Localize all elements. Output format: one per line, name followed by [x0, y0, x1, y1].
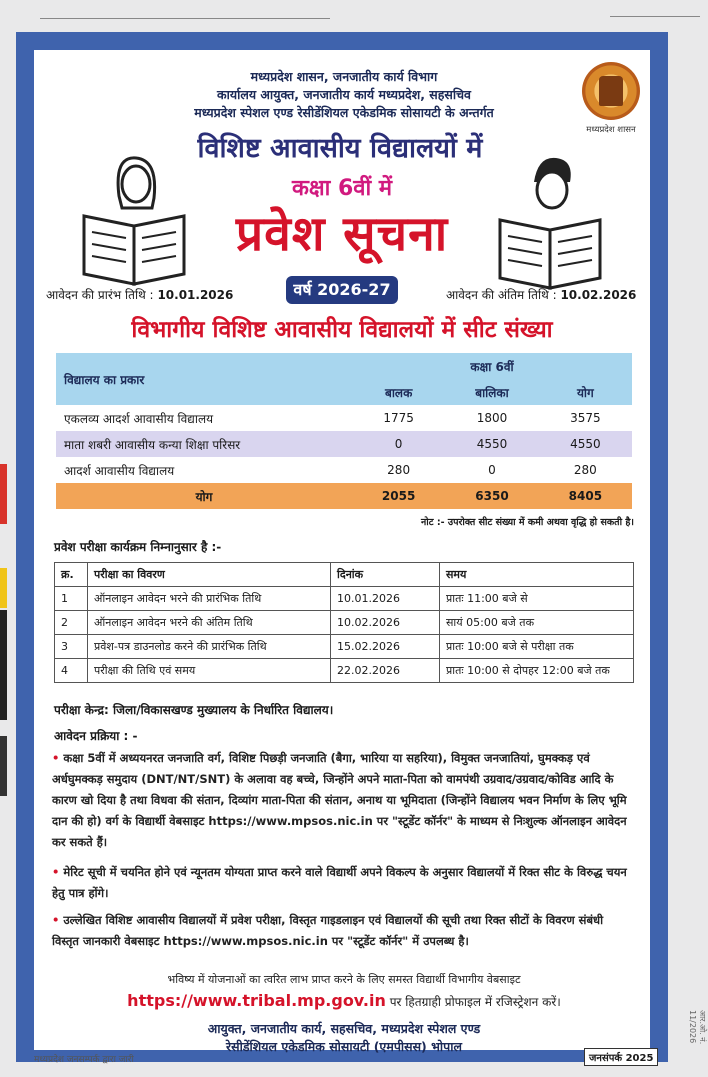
col-girls: बालिका — [445, 379, 538, 405]
bullet-text: कक्षा 5वीं में अध्ययनरत जनजाति वर्ग, विशिष्ट पिछड़ी जनजाति (बैगा, भारिया या सहरिया), विमुक्त जनजातियां, घुमक्कड़ एवं अर्धघुमक्कड़ समुदाय (DNT/NT/SNT) के अलावा वह बच्चे, जिन्होंने अपने माता-पिता को वामपंथी उग्रवाद/उग्रवाद/कोविड आदि के कारण खो दिया है तथा विधवा की संतान, दिव्यांग माता-पिता की संतान, अनाथ या भूमिदाता (जिन्होंने विद्यालय भवन निर्माण के लिए भूमि दान की हो) वर्ग के विद्यार्थी वेबसाइट https://www.mpsos.nic.in पर "स्टूडेंट कॉर्नर" के माध्यम से निःशुल्क ऑनलाइन आवेदन कर सकते हैं। — [52, 751, 627, 849]
seat-table-header-row — [56, 353, 632, 379]
process-heading: आवेदन प्रक्रिया : - — [54, 729, 138, 743]
total-label: योग — [56, 483, 352, 509]
process-bullet-3 — [52, 910, 632, 952]
issuer-line-1: आयुक्त, जनजातीय कार्य, सहसचिव, मध्यप्रदेश स्पेशल एण्ड — [207, 1021, 481, 1036]
row-time: प्रातः 11:00 बजे से — [440, 587, 634, 611]
issuer-line-2: रेसीडेंशियल एकेडमिक सोसायटी (एमपीसस) भोपाल — [226, 1039, 462, 1054]
table-row — [55, 611, 634, 635]
row-no: 4 — [55, 659, 88, 683]
year-badge: वर्ष 2026-27 — [286, 276, 398, 304]
top-rule — [40, 18, 330, 19]
start-date — [46, 286, 233, 303]
girl-reader-icon — [74, 146, 194, 286]
boy-reader-icon — [490, 150, 610, 290]
girls-count: 4550 — [445, 431, 538, 457]
col-class-6: कक्षा 6वीं — [352, 353, 632, 379]
table-row — [55, 659, 634, 683]
total-girls: 6350 — [445, 483, 538, 509]
header-line-1: मध्यप्रदेश शासन, जनजातीय कार्य विभाग — [250, 69, 438, 84]
process-bullet-2 — [52, 862, 632, 904]
school-name: आदर्श आवासीय विद्यालय — [64, 463, 175, 478]
process-bullet-1 — [52, 748, 632, 853]
header-line-2: कार्यालय आयुक्त, जनजातीय कार्य मध्यप्रदेश, सहसचिव — [217, 87, 471, 102]
edge-red-strip — [0, 464, 7, 524]
end-date-value: 10.02.2026 — [560, 288, 637, 302]
row-date: 22.02.2026 — [331, 659, 440, 683]
bullet-dot-icon: • — [52, 865, 60, 879]
seat-table — [56, 353, 632, 509]
start-date-value: 10.01.2026 — [157, 288, 234, 302]
row-no: 2 — [55, 611, 88, 635]
row-date: 10.02.2026 — [331, 611, 440, 635]
notice-page — [34, 50, 707, 1054]
schedule-header-row — [55, 563, 634, 587]
total-count: 280 — [573, 463, 597, 477]
tribal-website-link[interactable]: https://www.tribal.mp.gov.in — [127, 991, 386, 1010]
col-total: योग — [539, 379, 632, 405]
col-no: क्र. — [55, 563, 88, 587]
mp-emblem-icon — [582, 62, 640, 120]
schedule-table — [54, 562, 634, 683]
exam-center: परीक्षा केन्द्र: जिला/विकासखण्ड मुख्यालय के निर्धारित विद्यालय। — [54, 703, 334, 717]
jansampark-badge: जनसंपर्क 2025 — [584, 1048, 658, 1066]
bullet-dot-icon: • — [52, 913, 60, 927]
row-detail: ऑनलाइन आवेदन भरने की अंतिम तिथि — [88, 611, 331, 635]
col-date: दिनांक — [331, 563, 440, 587]
boys-count: 1775 — [383, 411, 414, 425]
row-no: 1 — [55, 587, 88, 611]
edge-black-strip-2 — [0, 736, 7, 796]
schedule-heading: प्रवेश परीक्षा कार्यक्रम निम्नानुसार है :- — [54, 540, 222, 554]
title-line-1: विशिष्ट आवासीय विद्यालयों में — [197, 133, 483, 164]
school-name: माता शबरी आवासीय कन्या शिक्षा परिसर — [56, 431, 352, 457]
table-row — [56, 405, 632, 431]
grand-total: 8405 — [539, 483, 632, 509]
row-no: 3 — [55, 635, 88, 659]
row-detail: ऑनलाइन आवेदन भरने की प्रारंभिक तिथि — [88, 587, 331, 611]
seat-note: नोट :- उपरोक्त सीट संख्या में कमी अथवा वृद्धि हो सकती है। — [421, 517, 634, 528]
row-date: 15.02.2026 — [331, 635, 440, 659]
row-detail: प्रवेश-पत्र डाउनलोड करने की प्रारंभिक तिथि — [88, 635, 331, 659]
col-boys: बालक — [352, 379, 445, 405]
end-date — [446, 286, 636, 303]
top-rule-right — [610, 16, 700, 17]
footer-line-2-rest: पर हितग्राही प्रोफाइल में रजिस्ट्रेशन करें। — [389, 995, 561, 1009]
edge-black-strip — [0, 610, 7, 720]
start-date-label: आवेदन की प्रारंभ तिथि : — [46, 288, 154, 302]
bullet-dot-icon: • — [52, 751, 60, 765]
issuer-block — [144, 1020, 544, 1056]
col-detail: परीक्षा का विवरण — [88, 563, 331, 587]
seat-total-row — [56, 483, 632, 509]
row-time: प्रातः 10:00 से दोपहर 12:00 बजे तक — [440, 659, 634, 683]
col-school-type: विद्यालय का प्रकार — [56, 353, 352, 405]
total-boys: 2055 — [352, 483, 445, 509]
boys-count: 280 — [387, 463, 411, 477]
total-count: 3575 — [570, 411, 601, 425]
footer-line-1: भविष्य में योजनाओं का त्वरित लाभ प्राप्त करने के लिए समस्त विद्यार्थी विभागीय वेबसाइट — [167, 973, 521, 986]
row-date: 10.01.2026 — [331, 587, 440, 611]
title-line-2: कक्षा 6वीं में — [291, 176, 393, 201]
seat-table-title: विभागीय विशिष्ट आवासीय विद्यालयों में सीट संख्या — [131, 317, 553, 343]
row-time: प्रातः 10:00 बजे से परीक्षा तक — [440, 635, 634, 659]
row-time: सायं 05:00 बजे तक — [440, 611, 634, 635]
end-date-label: आवेदन की अंतिम तिथि : — [446, 288, 557, 302]
ro-code: आर.ओ. नं. 11/2026 — [688, 1010, 707, 1045]
table-row — [55, 587, 634, 611]
boys-count: 0 — [352, 431, 445, 457]
bullet-text: उल्लेखित विशिष्ट आवासीय विद्यालयों में प्रवेश परीक्षा, विस्तृत गाइडलाइन एवं विद्यालयों की सूची तथा रिक्त सीटों के विवरण संबंधी विस्तृत जानकारी वेबसाइट https://www.mpsos.nic.in पर "स्टूडेंट कॉर्नर" में उपलब्ध है। — [52, 913, 604, 948]
school-name: एकलव्य आदर्श आवासीय विद्यालय — [64, 411, 214, 426]
row-detail: परीक्षा की तिथि एवं समय — [88, 659, 331, 683]
bullet-text: मेरिट सूची में चयनित होने एवं न्यूनतम योग्यता प्राप्त करने वाले विद्यार्थी अपने विकल्प के अनुसार विद्यालयों में रिक्त सीट के विरुद्ध चयन हेतु पात्र होंगे। — [52, 865, 627, 900]
girls-count: 0 — [488, 463, 496, 477]
footer-line-2 — [64, 991, 624, 1010]
issued-by: मध्यप्रदेश जनसम्पर्क द्वारा जारी — [34, 1055, 134, 1065]
header-line-3: मध्यप्रदेश स्पेशल एण्ड रेसीडेंशियल एकेडमिक सोसायटी के अन्तर्गत — [194, 105, 494, 120]
girls-count: 1800 — [476, 411, 508, 425]
table-row — [56, 457, 632, 483]
edge-yellow-strip — [0, 568, 7, 608]
title-main: प्रवेश सूचना — [235, 206, 449, 262]
total-count: 4550 — [539, 431, 632, 457]
emblem-caption: मध्यप्रदेश शासन — [586, 125, 636, 135]
table-row — [56, 431, 632, 457]
table-row — [55, 635, 634, 659]
col-time: समय — [440, 563, 634, 587]
